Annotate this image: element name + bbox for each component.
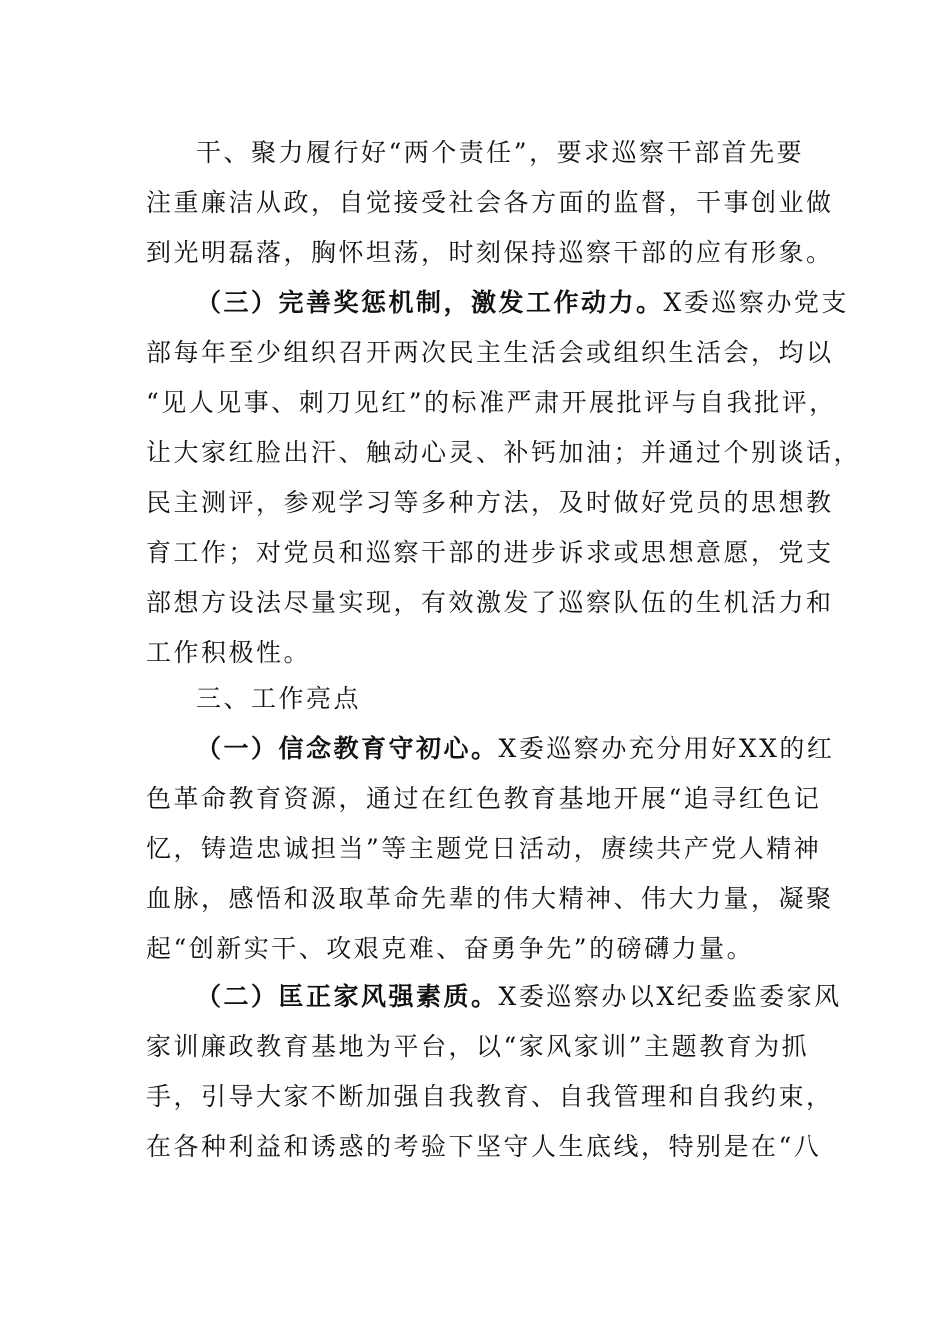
text-line: 工作积极性。 — [146, 638, 312, 667]
paragraph-reward-punishment — [146, 278, 862, 678]
section-title: 三、工作亮点 — [196, 684, 362, 713]
text-line: 育工作；对党员和巡察干部的进步诉求或思想意愿，党支 — [146, 538, 834, 567]
paragraph-text: X委巡察办党支 — [663, 288, 849, 317]
text-line: 部想方设法尽量实现，有效激发了巡察队伍的生机活力和 — [146, 588, 834, 617]
paragraph-heading: （二）匡正家风强素质。 — [196, 982, 499, 1011]
text-line — [146, 724, 835, 774]
paragraph-faith-education — [146, 724, 835, 974]
paragraph-family-tradition — [146, 972, 842, 1172]
text-line: “见人见事、刺刀见红”的标准严肃开展批评与自我批评， — [146, 388, 837, 417]
paragraph-responsibility — [146, 128, 834, 278]
text-line: 民主测评，参观学习等多种方法，及时做好党员的思想教 — [146, 488, 834, 517]
text-line: 在各种利益和诱惑的考验下坚守人生底线，特别是在“八 — [146, 1132, 822, 1161]
text-line: 部每年至少组织召开两次民主生活会或组织生活会，均以 — [146, 338, 834, 367]
text-line: 忆，铸造忠诚担当”等主题党日活动，赓续共产党人精神 — [146, 834, 822, 863]
text-line: 色革命教育资源，通过在红色教育基地开展“追寻红色记 — [146, 784, 822, 813]
text-line: 手，引导大家不断加强自我教育、自我管理和自我约束， — [146, 1082, 834, 1111]
text-line — [146, 278, 849, 328]
section-heading — [146, 674, 806, 724]
text-line: 注重廉洁从政，自觉接受社会各方面的监督，干事创业做 — [146, 188, 834, 217]
paragraph-heading: （一）信念教育守初心。 — [196, 734, 499, 763]
text-line: 家训廉政教育基地为平台，以“家风家训”主题教育为抓 — [146, 1032, 810, 1061]
text-line: 让大家红脸出汗、触动心灵、补钙加油；并通过个别谈话， — [146, 438, 862, 467]
text-line — [146, 972, 842, 1022]
text-line: 干、聚力履行好“两个责任”，要求巡察干部首先要 — [196, 138, 805, 167]
text-line: 起“创新实干、攻艰克难、奋勇争先”的磅礴力量。 — [146, 934, 755, 963]
paragraph-heading: （三）完善奖惩机制，激发工作动力。 — [196, 288, 664, 317]
text-line: 到光明磊落，胸怀坦荡，时刻保持巡察干部的应有形象。 — [146, 238, 834, 267]
text-line: 血脉，感悟和汲取革命先辈的伟大精神、伟大力量，凝聚 — [146, 884, 834, 913]
paragraph-text: X委巡察办以X纪委监委家风 — [498, 982, 842, 1011]
paragraph-text: X委巡察办充分用好XX的红 — [498, 734, 835, 763]
